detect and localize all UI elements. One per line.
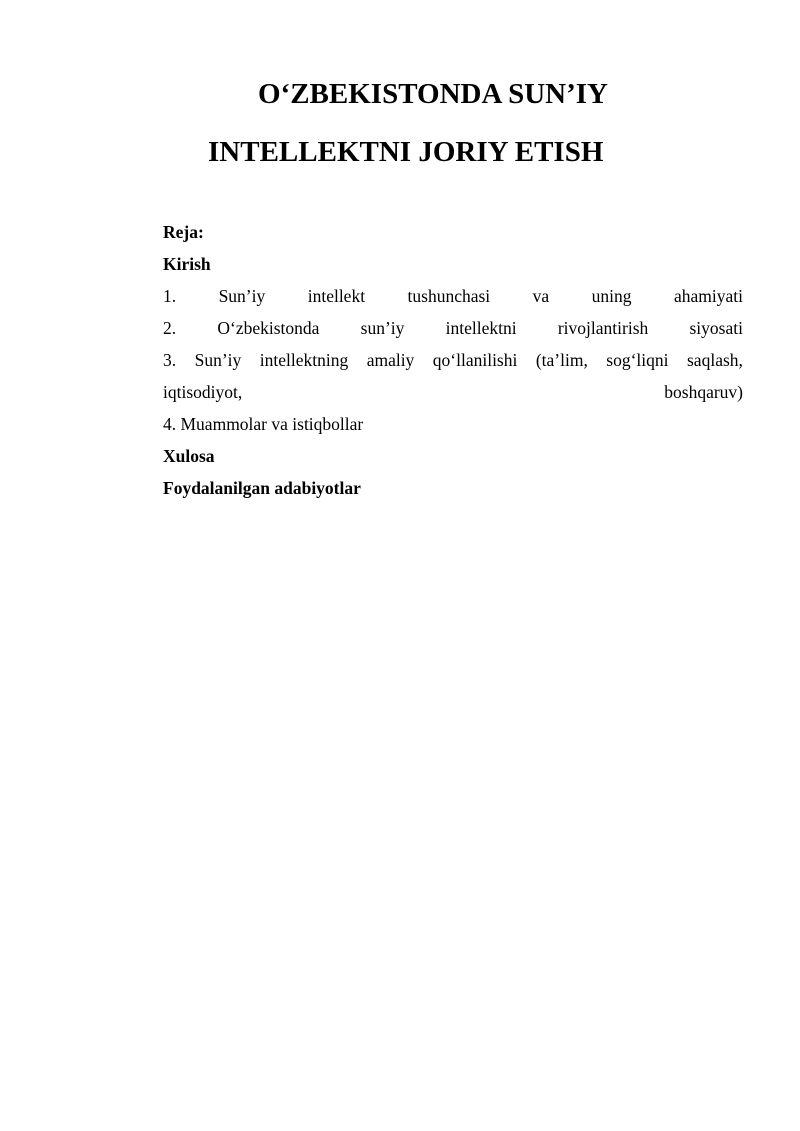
plan-conclusion: Xulosa (163, 446, 215, 466)
plan-item-1-word: Sun’iy (218, 286, 266, 306)
plan-item-2 (163, 312, 743, 344)
plan-item-1-word: tushunchasi (407, 286, 491, 306)
plan-item-3-word: 3. (163, 350, 177, 370)
document-title-line-1: O‘ZBEKISTONDA SUN’IY (258, 78, 608, 110)
plan-item-1-word: 1. (163, 286, 177, 306)
plan-item-2-word: sun’iy (360, 318, 405, 338)
plan-item-3-word: saqlash, (687, 350, 743, 370)
plan-intro: Kirish (163, 254, 211, 274)
plan-item-3-word: iqtisodiyot, (163, 382, 243, 402)
plan-item-2-word: O‘zbekistonda (217, 318, 320, 338)
plan-section (163, 216, 743, 504)
plan-item-3-line-2 (163, 376, 743, 408)
document-title-line-2: INTELLEKTNI JORIY ETISH (208, 136, 604, 168)
plan-item-2-word: 2. (163, 318, 177, 338)
plan-item-2-word: intellektni (445, 318, 517, 338)
plan-item-3-word: qo‘llanilishi (432, 350, 518, 370)
plan-item-1 (163, 280, 743, 312)
plan-item-3-word: sog‘liqni (606, 350, 669, 370)
plan-item-2-word: siyosati (689, 318, 743, 338)
plan-item-3-word: Sun’iy (194, 350, 242, 370)
plan-heading: Reja: (163, 222, 204, 242)
plan-item-1-word: ahamiyati (673, 286, 743, 306)
plan-item-1-word: uning (591, 286, 632, 306)
plan-item-1-word: intellekt (307, 286, 366, 306)
plan-item-4: 4. Muammolar va istiqbollar (163, 414, 364, 434)
plan-item-3-word: amaliy (366, 350, 415, 370)
plan-item-3-word: boshqaruv) (664, 382, 743, 402)
plan-item-2-word: rivojlantirish (557, 318, 649, 338)
plan-item-1-word: va (532, 286, 550, 306)
plan-item-3-word: intellektning (259, 350, 349, 370)
plan-item-3-line-1 (163, 344, 743, 376)
plan-references: Foydalanilgan adabiyotlar (163, 478, 361, 498)
plan-item-3-word: (ta’lim, (535, 350, 588, 370)
